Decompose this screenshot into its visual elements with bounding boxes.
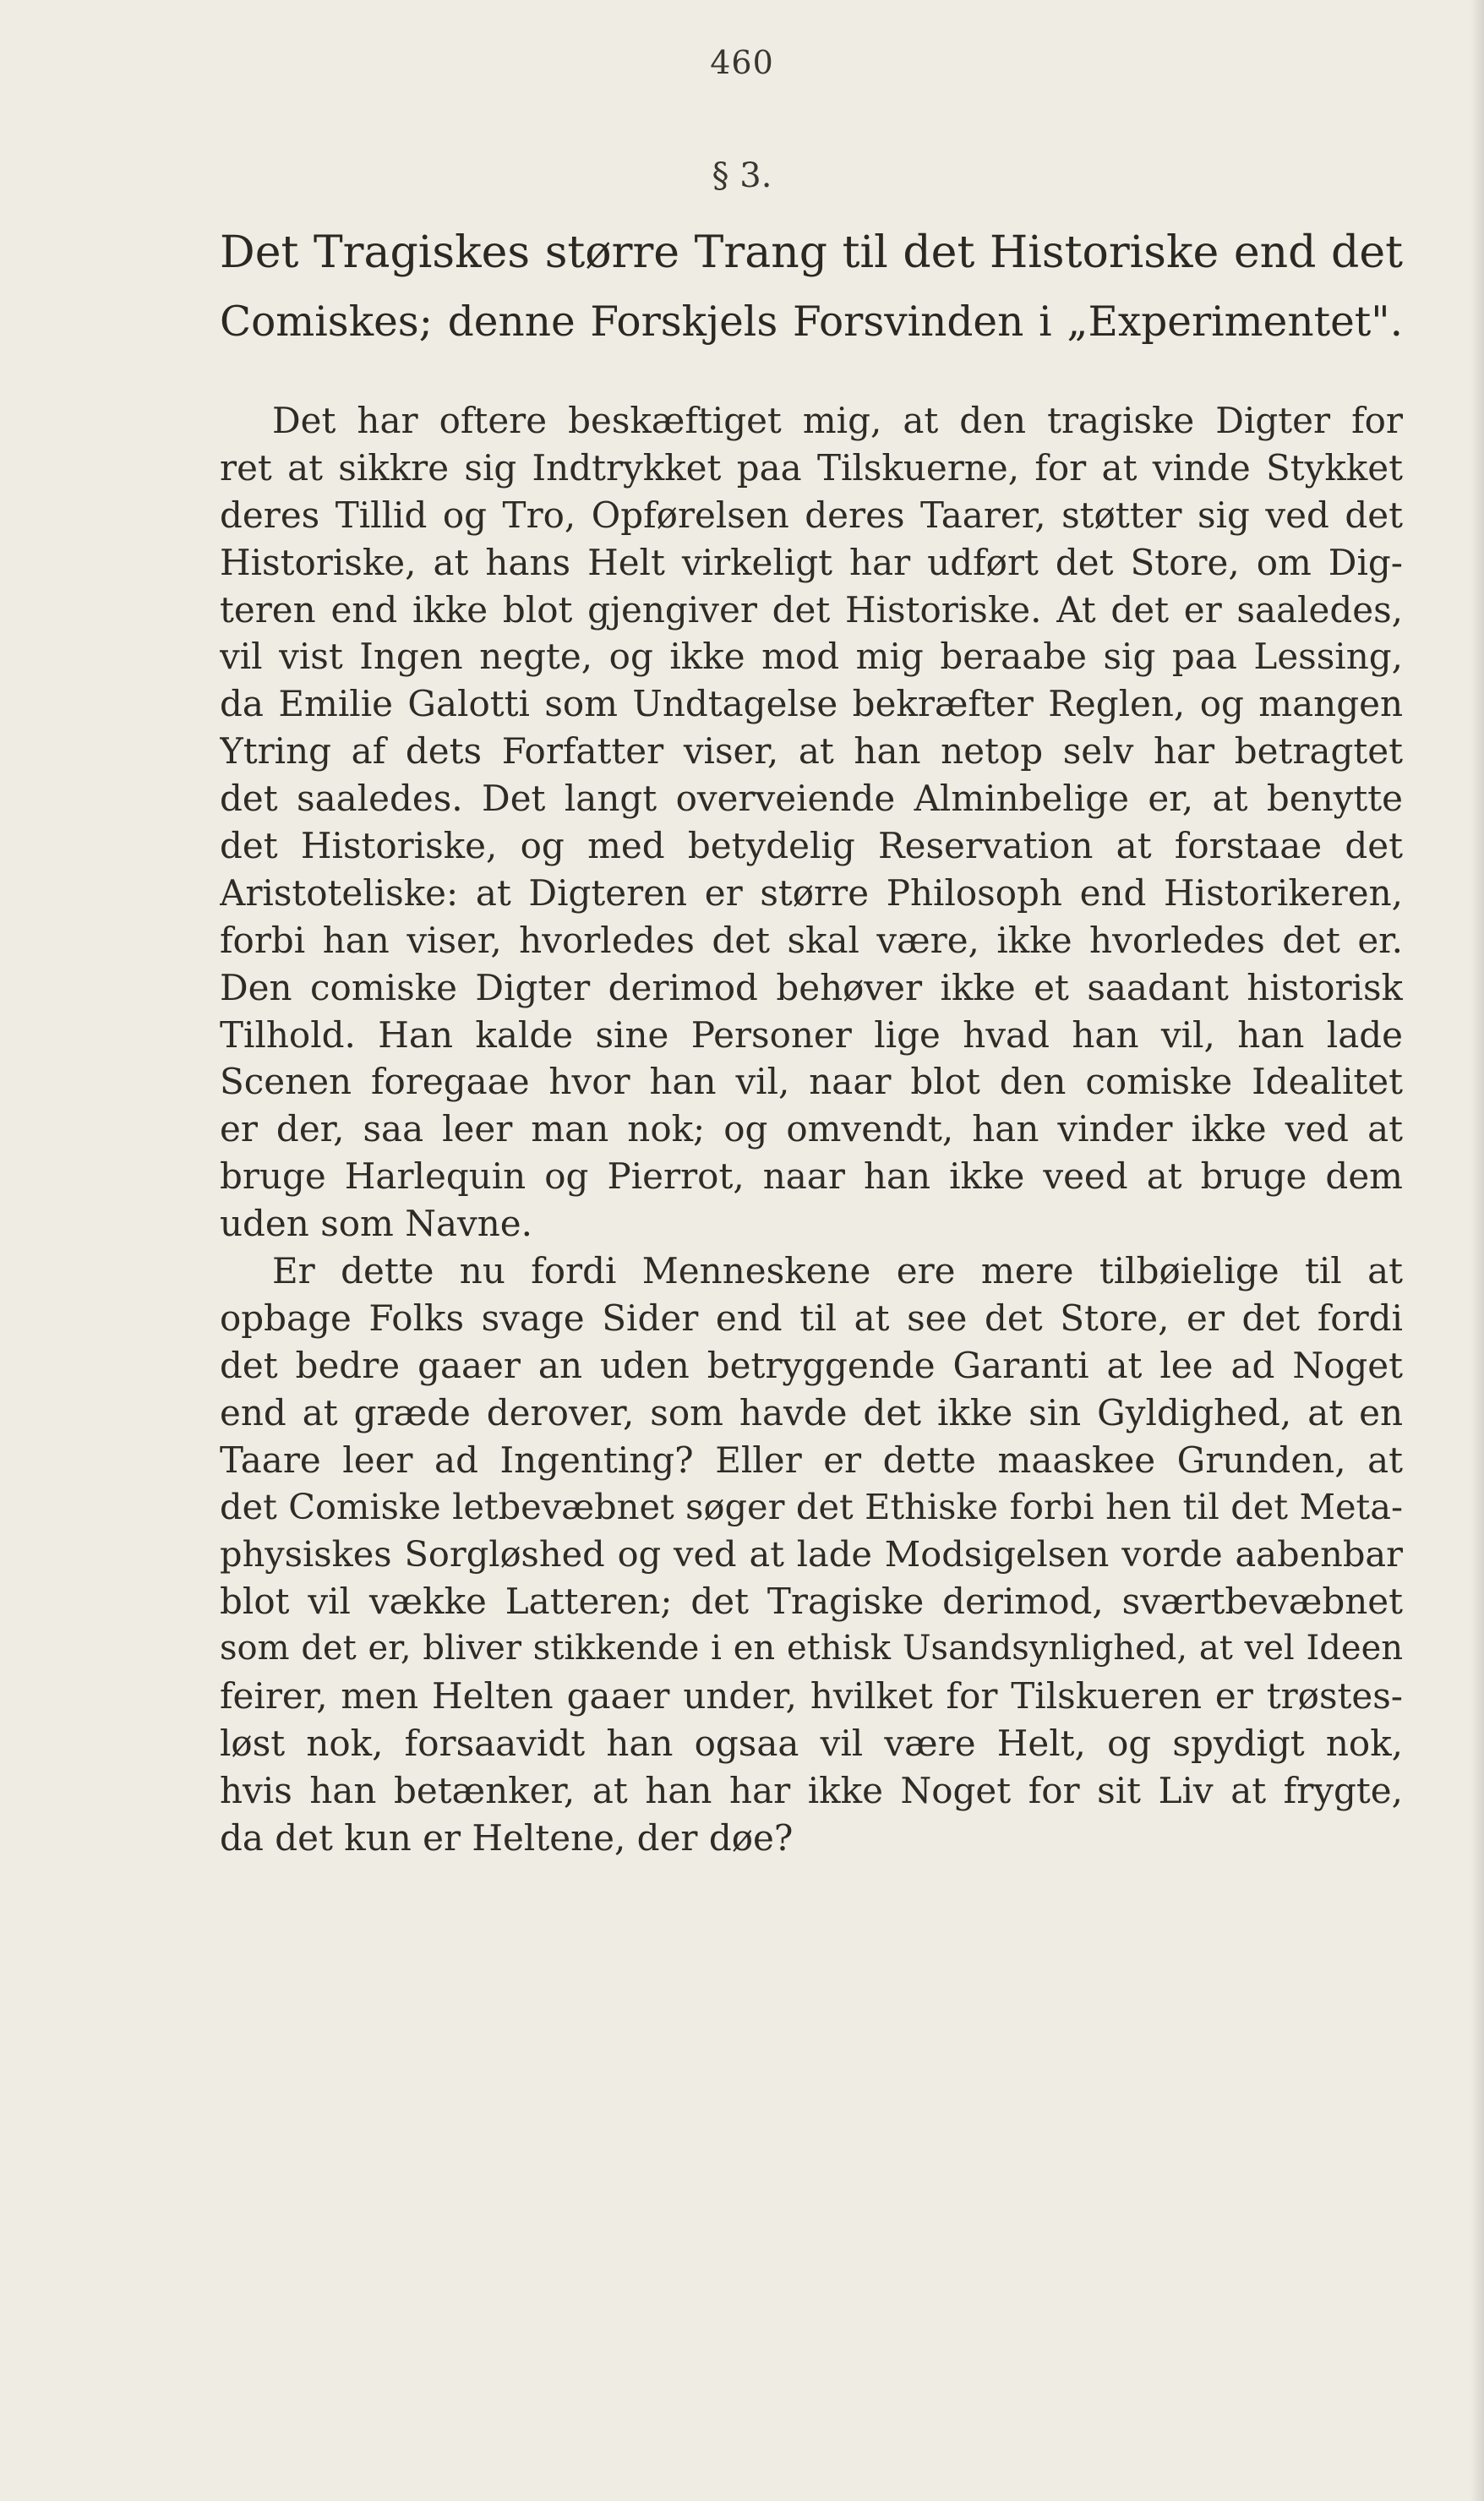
text-line: som det er, bliver stikkende i en ethisk Usandsynlighed, at vel Ideen (220, 1629, 1403, 1668)
text-line: da Emilie Galotti som Undtagelse bekræfter Reglen, og mangen (220, 683, 1403, 725)
text-line: hvis han betænker, at han har ikke Noget for sit Liv at frygte, (220, 1769, 1403, 1811)
text-line: ret at sikkre sig Indtrykket paa Tilskuerne, for at vinde Stykket (220, 446, 1403, 489)
text-line: Tilhold. Han kalde sine Personer lige hvad han vil, han lade (220, 1013, 1403, 1056)
text-line: forbi han viser, hvorledes det skal være, ikke hvorledes det er. (220, 919, 1403, 961)
text-line: er der, saa leer man nok; og omvendt, han vinder ikke ved at (220, 1108, 1403, 1150)
text-line: Historiske, at hans Helt virkeligt har udført det Store, om Dig- (220, 541, 1403, 583)
heading-line: Comiskes; denne Forskjels Forsvinden i „Experimentet". (220, 298, 1403, 346)
text-line: Aristoteliske: at Digteren er større Philosoph end Historikeren, (220, 871, 1403, 914)
text-line: end at græde derover, som havde det ikke sin Gyldighed, at en (220, 1391, 1403, 1433)
text-line: vil vist Ingen negte, og ikke mod mig beraabe sig paa Lessing, (220, 636, 1403, 678)
text-line: physiskes Sorgløshed og ved at lade Modsigelsen vorde aabenbar (220, 1533, 1403, 1575)
text-line: opbage Folks svage Sider end til at see det Store, er det fordi (220, 1297, 1403, 1339)
text-line: det bedre gaaer an uden betryggende Garanti at lee ad Noget (220, 1344, 1403, 1386)
text-line: Ytring af dets Forfatter viser, at han netop selv har betragtet (220, 730, 1403, 773)
text-line: Er dette nu fordi Menneskene ere mere tilbøielige til at (272, 1250, 1403, 1292)
body-text (220, 397, 1403, 1862)
section-mark: § 3. (712, 156, 772, 195)
text-line: bruge Harlequin og Pierrot, naar han ikke veed at bruge dem (220, 1155, 1403, 1198)
text-line: blot vil vække Latteren; det Tragiske derimod, sværtbevæbnet (220, 1581, 1403, 1623)
section-heading (220, 218, 1403, 357)
paragraph-1 (220, 397, 1403, 1248)
text-line: Den comiske Digter derimod behøver ikke et saadant historisk (220, 966, 1403, 1008)
page-number: 460 (710, 44, 774, 81)
text-line: det Comiske letbevæbnet søger det Ethiske forbi hen til det Meta- (220, 1486, 1403, 1528)
text-line: det Historiske, og med betydelig Reservation at forstaae det (220, 825, 1403, 867)
paragraph-2 (220, 1248, 1403, 1862)
heading-line: Det Tragiskes større Trang til det Historiske end det (220, 227, 1403, 278)
text-line: Taare leer ad Ingenting? Eller er dette maaskee Grunden, at (220, 1439, 1403, 1481)
text-line: uden som Navne. (220, 1203, 532, 1245)
text-line: teren end ikke blot gjengiver det Historiske. At det er saaledes, (220, 588, 1403, 631)
text-line: Det har oftere beskæftiget mig, at den tragiske Digter for (272, 400, 1403, 441)
text-line: løst nok, forsaavidt han ogsaa vil være Helt, og spydigt nok, (220, 1722, 1403, 1764)
page-edge-shadow (1470, 0, 1484, 2501)
text-line: da det kun er Heltene, der døe? (220, 1816, 794, 1859)
text-line: deres Tillid og Tro, Opførelsen deres Taarer, støtter sig ved det (220, 494, 1403, 536)
text-line: feirer, men Helten gaaer under, hvilket for Tilskueren er trøstes- (220, 1675, 1403, 1717)
text-line: det saaledes. Det langt overveiende Alminbelige er, at benytte (220, 778, 1403, 820)
text-line: Scenen foregaae hvor han vil, naar blot den comiske Idealitet (220, 1061, 1403, 1103)
